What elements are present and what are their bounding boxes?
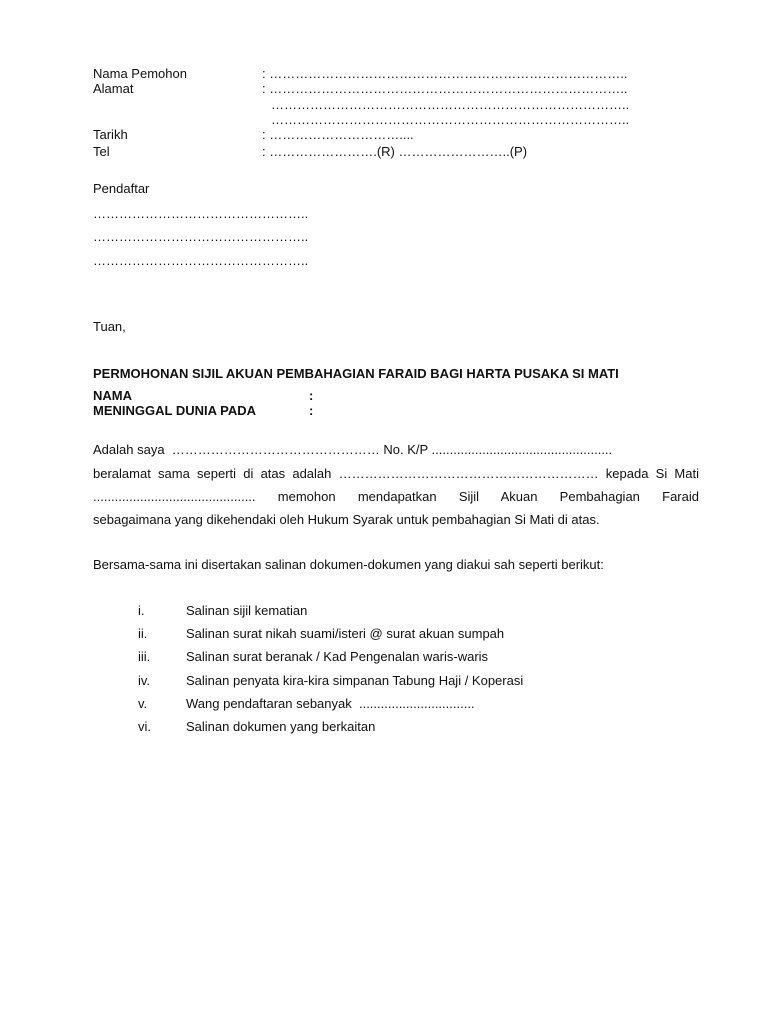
recipient-title: Pendaftar <box>93 181 150 196</box>
list-item-number: iii. <box>138 649 151 664</box>
recipient-line-1: ………………………………………….. <box>93 206 309 221</box>
nama-pemohon-field: : ……………………………………………………………………….. <box>262 66 628 81</box>
list-item-number: i. <box>138 603 145 618</box>
list-item: Salinan surat nikah suami/isteri @ surat akuan sumpah <box>186 626 505 641</box>
list-item: Salinan sijil kematian <box>186 603 308 618</box>
tel-label: Tel <box>93 144 110 159</box>
salutation: Tuan, <box>93 319 126 334</box>
body-line-2: beralamat sama seperti di atas adalah …………………………………………………… kepada Si Mati <box>93 466 699 481</box>
tel-field: : …………………….(R) ……………………..(P) <box>262 144 528 159</box>
tarikh-label: Tarikh <box>93 127 128 142</box>
list-item-number: vi. <box>138 719 151 734</box>
list-item: Wang pendaftaran sebanyak ................................ <box>186 696 475 711</box>
documents-intro: Bersama-sama ini disertakan salinan dokumen-dokumen yang diakui sah seperti berikut: <box>93 557 604 572</box>
body-line-3: ............................................. memohon mendapatkan Sijil Akuan Pembahagian Faraid <box>93 489 699 504</box>
alamat-label: Alamat <box>93 81 134 96</box>
list-item: Salinan surat beranak / Kad Pengenalan waris-waris <box>186 649 489 664</box>
body-line-4: sebagaimana yang dikehendaki oleh Hukum Syarak untuk pembahagian Si Mati di atas. <box>93 512 600 527</box>
alamat-field-line-2: ……………………………………………………………………….. <box>271 97 630 112</box>
subject-nama-colon: : <box>309 388 314 403</box>
list-item: Salinan penyata kira-kira simpanan Tabung Haji / Koperasi <box>186 673 524 688</box>
subject-title: PERMOHONAN SIJIL AKUAN PEMBAHAGIAN FARAID BAGI HARTA PUSAKA SI MATI <box>93 366 619 381</box>
subject-meninggal-colon: : <box>309 403 314 418</box>
alamat-field-line-3: ……………………………………………………………………….. <box>271 112 630 127</box>
list-item-number: ii. <box>138 626 148 641</box>
list-item: Salinan dokumen yang berkaitan <box>186 719 376 734</box>
list-item-number: v. <box>138 696 148 711</box>
recipient-line-2: ………………………………………….. <box>93 229 309 244</box>
recipient-line-3: ………………………………………….. <box>93 253 309 268</box>
subject-nama-label: NAMA <box>93 388 132 403</box>
alamat-field-line-1: : ……………………………………………………………………….. <box>262 81 628 96</box>
nama-pemohon-label: Nama Pemohon <box>93 66 187 81</box>
tarikh-field: : ………………………….... <box>262 127 414 142</box>
list-item-number: iv. <box>138 673 151 688</box>
subject-meninggal-label: MENINGGAL DUNIA PADA <box>93 403 256 418</box>
body-line-1: Adalah saya ………………………………………… No. K/P .................................................. <box>93 442 613 457</box>
